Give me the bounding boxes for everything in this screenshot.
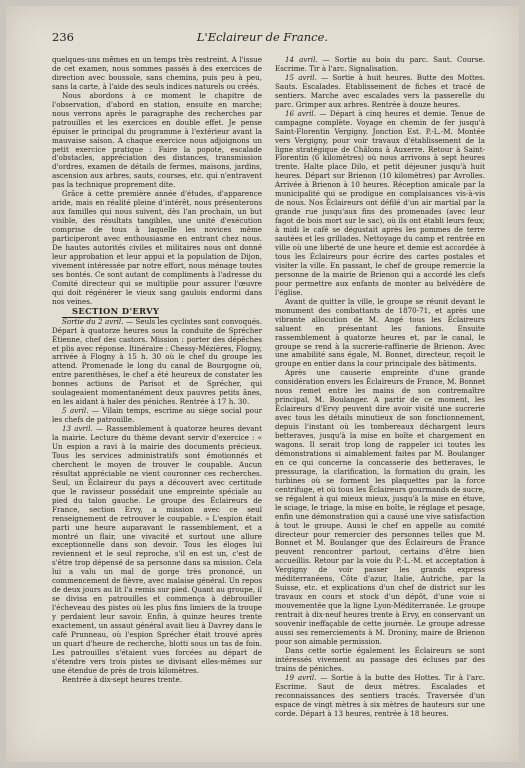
entry-date: 14 avril. [285, 56, 318, 64]
diary-entry [275, 674, 485, 719]
entry-text: — Sortie à la butte des Hottes. Tir à l'arc. Escrime. Saut de deux mètres. Escalades et reconnaissances des sentiers tracés. Traversée d'un espace de vingt mètres à six mètres de hauteurs sur une corde. Départ à 13 heures, rentrée à 18 heures. [275, 672, 485, 718]
diary-entry [52, 407, 262, 425]
entry-date: 19 avril. [285, 672, 317, 682]
entry-date: Sortie du 2 avril. [62, 316, 124, 326]
entry-text: — Sortie au bois du parc. Saut. Course. Escrime. Tir à l'arc. Signalisation. [275, 56, 485, 73]
paragraph: Rentrée à dix-sept heures trente. [62, 674, 182, 684]
paragraph: Après une causerie empreinte d'une grande considération envers les Éclaireurs de France, M. Bonnet nous remet entre les mains de son contremaître principal, M. Boulanger. A partir de ce moment, les Éclaireurs d'Ervy peuvent dire avoir visité une sucrerie avec tous les détails minutieux de son fonctionnement, depuis l'instant où les tombereaux déchargent leurs betteraves, jusqu'à la mise en boîte et chargement en wagons. Il serait trop long de rappeler ici toutes les démonstrations si aimablement faites par M. Boulanger en ce qui concerne la concasserie des betteraves, le pressurage, la clarification, la formation du grain, les turbines où se forment les plaquettes par la force centrifuge, et où tous les Éclaireurs gourmands de sucre, se régalent à qui mieux mieux, jusqu'à la mise en étuve, le sciage, le triage, la mise en boîte, le réglage et pesage, enfin une démonstration qui a causé une vive satisfaction à tout le groupe. Aussi le chef en appelle au comité directeur pour remercier des personnes telles que M. Bonnet et M. Boulanger que des Éclaireurs de France peuvent rencontrer partout, certains d'être bien accueillis. Retour par la voie du P.-L.-M. et acceptation à Vergigny de voir passer les grands express méditerranéens, Côte d'azur, Italie, Autriche, par la Suisse, etc. et explications d'un chef de district sur les travaux en cours et stock d'un dépôt, d'une voie si mouvementée que la ligne Lyon-Méditerranée. Le groupe rentrait à dix-neuf heures trente à Ervy, en conservant un souvenir ineffaçable de cette journée. Le groupe adresse aussi ses remerciements à M. Droniny, maire de Brienon pour son aimable permission. [275, 368, 485, 646]
entry-date: 5 avril. [62, 406, 89, 416]
paragraph: quelques-uns mêmes en un temps très restreint. A l'issue de cet examen, nous sommes passés à des exercices de direction avec boussole, sans chemins, puis peu à peu, sans la carte, à l'aide des seuls indices naturels ou créés. [52, 56, 262, 91]
page-number: 236 [52, 30, 74, 44]
paragraph: Nous abordons à ce moment le chapitre de l'observation, d'abord en station, ensuite en marche; nous verrons après le paragraphe des recherches par patrouilles et les exercices en double effet. Je pense épuiser le principal du programme à l'extérieur avant la mauvaise saison. A chaque exercice nous adjoignons un petit exercice pratique : Faire la popote, escalade d'obstacles, appréciation des distances, transmission d'ordres, examen de détails de fermes, maisons, jardins, ascension aux arbres, sauts, courses, etc. qui n'entravent pas la technique proprement dite. [52, 90, 262, 190]
paragraph: Grâce à cette première année d'études, d'apparence aride, mais en réalité pleine d'intérêt, nous présenterons aux familles qui nous suivent, dès l'an prochain, un but visible, des résultats tangibles, une unité d'exécution comprise de tous à laquelle les novices même participeront avec enthousiasme en entrant chez nous. De hautes autorités civiles et militaires nous ont donné leur approbation et leur appui et la population de Dijon, vivement intéressée par notre effort, nous ménage toutes ses bontés. Ce sont autant de compliments à l'adresse du Comité directeur qui se multiplie pour assurer l'œuvre qui doit régénérer le vieux sang gaulois endormi dans nos veines. [52, 189, 262, 306]
page-header [52, 30, 473, 48]
entry-date: 15 avril. [285, 72, 317, 82]
diary-entry [52, 425, 262, 676]
left-column [52, 56, 262, 742]
entry-text: — Rassemblement à quatorze heures devant la mairie. Lecture du thème devant servir d'exercice : « Un espion a ravi à la mairie des documents précieux. Tous les services administratifs sont émotionnés et cherchent le moyen de trouver le coupable. Aucun résultat appréciable ne vient couronner ces recherches. Seul, un Éclaireur du pays a découvert avec certitude que le ravisseur possédait une empreinte spéciale au pied du talon gauche. Le groupe des Éclaireurs de France, section Ervy, a mission avec ce seul renseignement de retrouver le coupable. » L'espion était parti une heure auparavant le rassemblement, et a montré un flair, une vivacité et surtout une allure exceptionnelle dans son devoir. Tous les éloges lui reviennent et le seul reproche, s'il en est un, c'est de s'être trop dépensé de sa personne dans sa mission. Cela lui a valu un mal de gorge très prononcé, un commencement de fièvre, avec malaise général. Un repos de deux jours au lit l'a remis sur pied. Quant au groupe, il se divisa en patrouilles et commença à débrouiller l'écheveau des pistes où les plus fins limiers de la troupe y perdaient leur savoir. Enfin, à quinze heures trente exactement, un assaut général avait lieu à Davrey dans le café Prunneau, où l'espion Sprécher était trouvé après un quart d'heure de recherche, blotti sous un tas de foin. Les patrouilles s'étaient vues forcées au départ de s'étendre vers trois pistes se divisant elles-mêmes sur une étendue de près de trois kilomètres. [52, 424, 262, 675]
book-page [6, 6, 519, 762]
diary-entry [275, 110, 485, 298]
running-title: L'Eclaireur de France. [196, 30, 329, 44]
entry-text: — Vilain temps, escrime au siège social pour les chefs de patrouille. [52, 406, 262, 425]
paragraph: Dans cette sortie également les Éclaireurs se sont intéressés vivement au passage des écluses par des trains de péniches. [275, 645, 485, 673]
entry-date: 16 avril. [285, 108, 316, 118]
entry-text: — Sortie à huit heures. Butte des Mottes. Sauts. Escalades. Etablissement de fiches et tracé de sentiers. Marche avec escalades vers la passerelle du parc. Grimper aux arbres. Rentrée à douze heures. [275, 72, 485, 109]
entry-text: — Seuls les cyclistes sont convoqués. Départ à quatorze heures sous la conduite de Sprécher Étienne, chef des castors. Mission : porter des dépêches et plis avec réponse. Itinéraire : Chessy-Mézières, Flogny, arrivée à Flogny à 15 h. 30 où le chef du groupe les attend. Promenade le long du canal de Bourgogne où, entre parenthèses, le chef a été heureux de constater les bonnes actions de Parisot et de Sprécher, qui soulageaient momentanément deux pauvres petits ânes, en les aidant à haler des péniches. Rentrée à 17 h. 30. [52, 316, 262, 407]
right-column [275, 56, 485, 742]
diary-entry [52, 318, 262, 408]
diary-entry [275, 74, 485, 110]
entry-date: 13 avril. [62, 424, 93, 434]
section-title: SECTION D'ERVY [62, 307, 159, 318]
diary-entry [275, 56, 485, 74]
entry-text: — Départ à cinq heures et demie. Tenue de campagne complète. Voyage en chemin de fer jusqu'à Saint-Florentin Vergigny. Jonction Est. P.-L.-M. Montée vers Vergigny, pour voir travaux d'établissement de la ligne stratégique de Châlons à Auxerre. Retour à Saint-Florentin (6 kilomètres) où nous arrivons à sept heures trente. Halte place Dilo, et petit déjeuner jusqu'à huit heures. Départ sur Brienon (10 kilomètres) par Avrolles. Arrivée à Brienon à 10 heures. Réception amicale par la municipalité qui se prodigue en complaisances vis-à-vis de nous. Nos Éclaireurs ont défilé d'un air martial par la grande rue jusqu'aux fins des promenades (avec leur fagot de bois mort sur le sac), où ils ont établi leurs feux; à midi le café se dégustait après les pommes de terre sautées et les grillades. Nettoyage du camp et rentrée en ville où une liberté de une heure et demie est accordée à tous les Éclaireurs pour écrire des cartes postales et visiter la ville. En passant, le chef de groupe remercie la personne de la mairie de Brienon qui a accordé les clefs pour permettre aux enfants de monter au belvédère de l'église. [275, 108, 485, 297]
paragraph: Avant de quitter la ville, le groupe se réunit devant le monument des combattants de 1870-71, et après une vibrante allocution de M. Angé tous les Éclaireurs saluent en présentant les fanions. Ensuite rassemblement à quatorze heures et, par le canal, le groupe se rend à la sucrerie-raffinerie de Brienon. Avec une amabilité sans égale, M. Bonnet, directeur, reçoit le groupe en entier dans la cour principale des bâtiments. [275, 296, 485, 369]
